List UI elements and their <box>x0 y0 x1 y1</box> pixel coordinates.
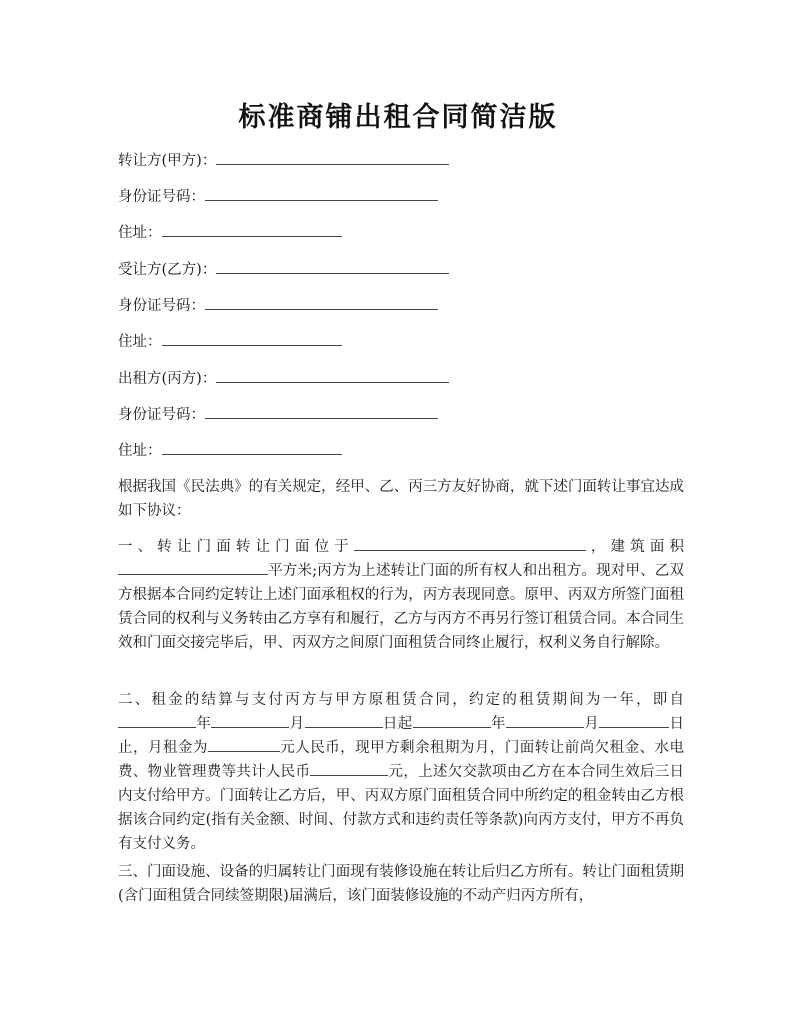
field-label: 受让方(乙方)： <box>118 262 217 278</box>
clause-text: 元人民币，现甲方剩余租期为月，门面转让前尚欠租金、水电费、物业管理费等共计人民币 <box>118 740 685 780</box>
blank-line <box>413 715 491 728</box>
blank-line <box>162 440 342 455</box>
blank-line <box>216 150 449 165</box>
clause-text: 平方米;丙方为上述转让门面的所有权人和出租方。现对甲、乙双方根据本合同约定转让上述门面承租权的行为，丙方表现同意。原甲、丙双方所签门面租赁合同的权利与义务转由乙方享有和履行，乙方与丙方不再另行签订租赁合同。本合同生效和门面交接完毕后，甲、丙双方之间原门面租赁合同终止履行，权利义务自行解除。 <box>118 563 684 651</box>
blank-line <box>205 295 438 310</box>
clause-text: 元，上述欠交款项由乙方在本合同生效后三日内支付给甲方。门面转让乙方后，甲、丙双方原门面租赁合同中所约定的租金转由乙方根据该合同约定(指有关金额、时间、付款方式和违约责任等条款)向丙方支付，甲方不再负有支付义务。 <box>118 764 685 852</box>
blank-line <box>118 715 196 728</box>
blank-line <box>354 538 586 551</box>
clause-text: 日止，月租金为 <box>118 716 684 756</box>
blank-line <box>305 715 383 728</box>
clause-text: 日起 <box>382 716 413 732</box>
party-a-address-field <box>118 222 342 243</box>
clause-text: 二、租金的结算与支付丙方与甲方原租赁合同，约定的租赁期间为一年，即自 <box>118 692 684 708</box>
clause-text: 一、转让门面转让门面位于 <box>118 539 354 555</box>
party-c-address-field <box>118 440 342 461</box>
clause-text: 年 <box>196 716 212 732</box>
blank-line <box>205 404 438 419</box>
blank-line <box>599 715 669 728</box>
blank-line <box>216 259 449 274</box>
field-label: 转让方(甲方)： <box>118 153 217 169</box>
intro-paragraph: 根据我国《民法典》的有关规定，经甲、乙、丙三方友好协商，就下述门面转让事宜达成如下协议： <box>118 479 684 519</box>
blank-line <box>205 186 438 201</box>
clause-text: 月 <box>289 716 305 732</box>
clause-text: 年 <box>490 716 506 732</box>
blank-line <box>506 715 584 728</box>
party-a-name-field <box>118 150 449 171</box>
clause-3-paragraph: 三、门面设施、设备的归属转让门面现有装修设施在转让后归乙方所有。转让门面租赁期(含门面租赁合同续签期限)届满后，该门面装修设施的不动产归丙方所有， <box>118 864 684 904</box>
blank-line <box>162 331 342 346</box>
blank-line <box>208 739 280 752</box>
blank-line <box>162 222 342 237</box>
blank-line <box>118 562 268 575</box>
party-c-id-field <box>118 404 438 425</box>
field-label: 身份证号码： <box>118 189 205 205</box>
party-b-address-field <box>118 331 342 352</box>
field-label: 住址： <box>118 225 162 241</box>
blank-line <box>216 368 449 383</box>
clause-1-paragraph <box>118 535 684 655</box>
field-label: 身份证号码： <box>118 298 205 314</box>
document-title: 标准商铺出租合同简洁版 <box>238 102 558 133</box>
party-a-id-field <box>118 186 438 207</box>
field-label: 身份证号码： <box>118 407 205 423</box>
field-label: 住址： <box>118 334 162 350</box>
blank-line <box>310 763 388 776</box>
party-b-name-field <box>118 259 449 280</box>
clause-text: ，建筑面积 <box>585 539 685 555</box>
clause-text: 月 <box>583 716 600 732</box>
blank-line <box>211 715 289 728</box>
field-label: 住址： <box>118 443 162 459</box>
field-label: 出租方(丙方)： <box>118 371 217 387</box>
clause-2-paragraph <box>118 688 684 856</box>
party-c-name-field <box>118 368 449 389</box>
party-b-id-field <box>118 295 438 316</box>
